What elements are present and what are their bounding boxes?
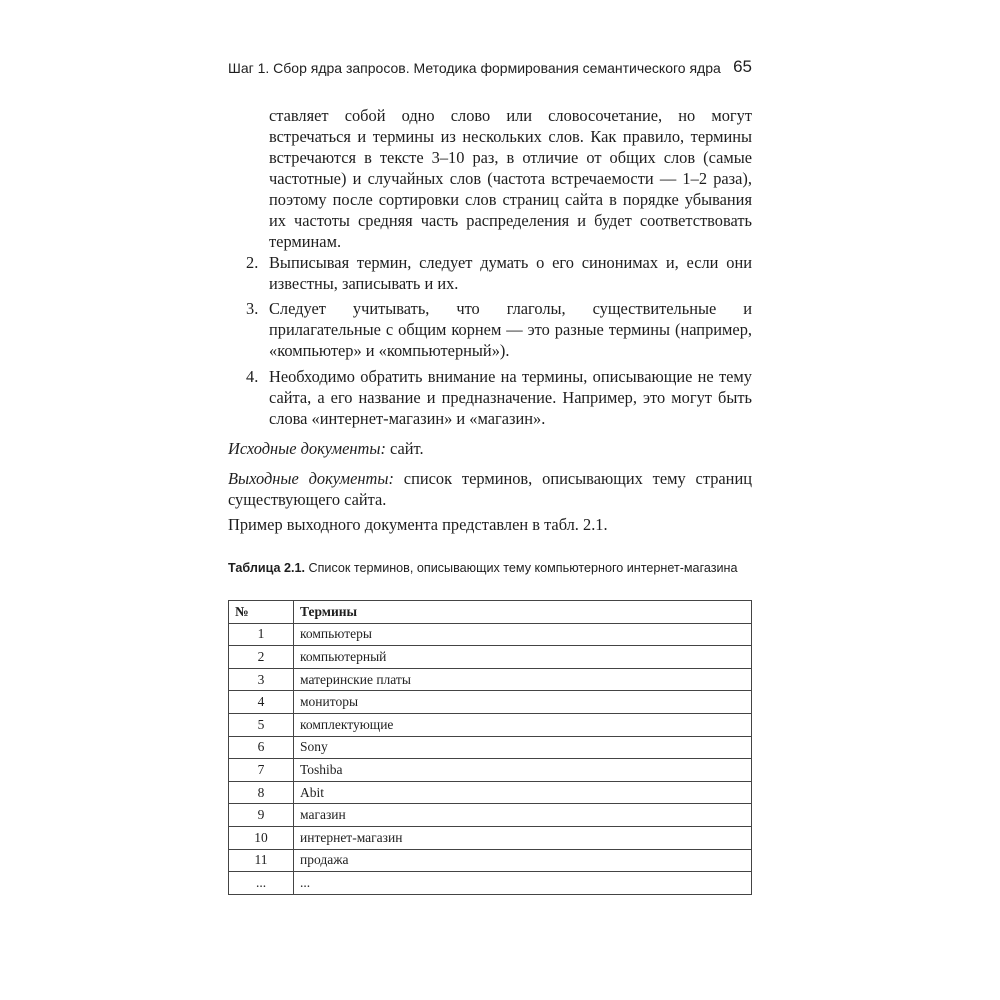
table-caption bbox=[228, 560, 752, 577]
list-item-text: Выписывая термин, следует думать о его синонимах и, если они известны, записывать и их. bbox=[269, 253, 752, 293]
row-term: Abit bbox=[294, 781, 752, 804]
header-title: Шаг 1. Сбор ядра запросов. Методика формирования семантического ядра bbox=[228, 60, 721, 76]
output-documents bbox=[228, 468, 752, 510]
list-item bbox=[228, 298, 752, 361]
list-item-number: 2. bbox=[246, 253, 259, 272]
column-header-terms: Термины bbox=[294, 601, 752, 624]
table-row bbox=[229, 713, 752, 736]
table-caption-text: Список терминов, описывающих тему компьютерного интернет-магазина bbox=[305, 561, 738, 575]
table-row bbox=[229, 623, 752, 646]
list-item bbox=[228, 252, 752, 294]
row-term: комплектующие bbox=[294, 713, 752, 736]
row-number: 8 bbox=[229, 781, 294, 804]
row-number: 7 bbox=[229, 759, 294, 782]
row-number: 6 bbox=[229, 736, 294, 759]
row-term: Toshiba bbox=[294, 759, 752, 782]
row-term: Sony bbox=[294, 736, 752, 759]
row-number: 2 bbox=[229, 646, 294, 669]
output-documents-text: список терминов, описывающих тему страниц существующего сайта. bbox=[228, 469, 752, 509]
row-number: 11 bbox=[229, 849, 294, 872]
continuation-text: ставляет собой одно слово или словосочетание, но могут встречаться и термины из нескольких слов. Как правило, термины встречаются в тексте 3–10 раз, в отличие от общих слов (самые частотные) и случайных слов (частота встречаемости — 1–2 раза), поэтому после сортировки слов страниц сайта в порядке убывания их частоты средняя часть распределения и будет соответствовать терминам. bbox=[269, 106, 752, 251]
table-caption-label: Таблица 2.1. bbox=[228, 561, 305, 575]
row-term: ... bbox=[294, 872, 752, 895]
list-item-number: 4. bbox=[246, 367, 259, 386]
list-item-text: Необходимо обратить внимание на термины, описывающие не тему сайта, а его название и предназначение. Например, это могут быть слова «интернет-магазин» и «магазин». bbox=[269, 367, 752, 428]
row-term: мониторы bbox=[294, 691, 752, 714]
input-documents-text: сайт. bbox=[385, 439, 424, 458]
continuation-paragraph bbox=[228, 105, 752, 252]
row-number: 3 bbox=[229, 668, 294, 691]
row-term: компьютеры bbox=[294, 623, 752, 646]
list-item bbox=[228, 366, 752, 429]
table-row bbox=[229, 759, 752, 782]
table-header-row bbox=[229, 601, 752, 624]
list-item-text: Следует учитывать, что глаголы, существительные и прилагательные с общим корнем — это разные термины (например, «компьютер» и «компьютерный»). bbox=[269, 299, 752, 360]
row-term: продажа bbox=[294, 849, 752, 872]
running-header bbox=[228, 57, 752, 81]
row-number: 10 bbox=[229, 826, 294, 849]
table-row bbox=[229, 804, 752, 827]
terms-table bbox=[228, 600, 752, 895]
row-term: материнские платы bbox=[294, 668, 752, 691]
table-row bbox=[229, 646, 752, 669]
table-row bbox=[229, 849, 752, 872]
table-row bbox=[229, 691, 752, 714]
row-number: 4 bbox=[229, 691, 294, 714]
input-documents bbox=[228, 438, 752, 459]
row-number: 5 bbox=[229, 713, 294, 736]
table-row bbox=[229, 668, 752, 691]
row-number: 1 bbox=[229, 623, 294, 646]
table-row bbox=[229, 826, 752, 849]
table-row bbox=[229, 872, 752, 895]
table-row bbox=[229, 781, 752, 804]
row-term: компьютерный bbox=[294, 646, 752, 669]
column-header-number: № bbox=[229, 601, 294, 624]
row-number: 9 bbox=[229, 804, 294, 827]
page-number: 65 bbox=[733, 57, 752, 76]
example-note: Пример выходного документа представлен в табл. 2.1. bbox=[228, 515, 608, 534]
output-documents-label: Выходные документы: bbox=[228, 469, 394, 488]
table-row bbox=[229, 736, 752, 759]
row-term: интернет-магазин bbox=[294, 826, 752, 849]
input-documents-label: Исходные документы: bbox=[228, 439, 386, 458]
row-term: магазин bbox=[294, 804, 752, 827]
row-number: ... bbox=[229, 872, 294, 895]
list-item-number: 3. bbox=[246, 299, 259, 318]
